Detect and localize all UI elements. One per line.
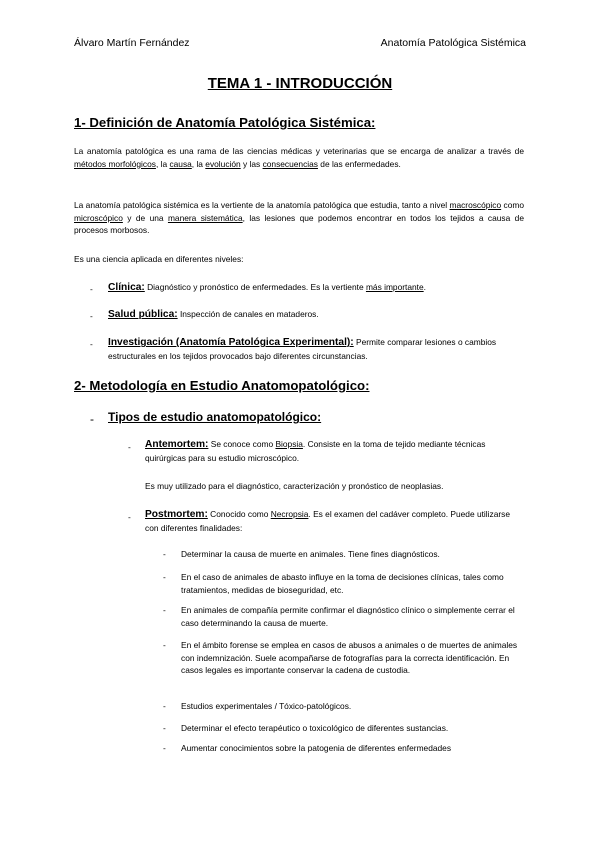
text-run: Conocido como <box>207 509 271 519</box>
bullet-dash: - <box>128 442 131 452</box>
list-item: Determinar la causa de muerte en animales. Tiene fines diagnósticos. <box>181 549 440 559</box>
bullet-dash: - <box>163 640 166 650</box>
underlined-term: más importante <box>365 282 424 292</box>
section2-heading-text: 2- Metodología en Estudio Anatomopatológico: <box>74 378 370 393</box>
list-item-antemortem <box>145 438 525 464</box>
list-item-salud-publica <box>108 308 528 322</box>
list-item: En el ámbito forense se emplea en casos de abusos a animales o de muertes de animales con indemnización. Suele acompañarse de fotografías para la correcta identificación. En casos legales es importante conservar la cadena de custodia. <box>181 640 518 676</box>
bullet-dash: - <box>163 549 166 559</box>
text-run: . <box>423 282 426 292</box>
bullet-dash: - <box>90 311 93 321</box>
text-run: . Consiste en la toma de tejido mediante técnicas quirúrgicas para su estudio microscópico. <box>145 439 486 463</box>
bullet-key: Investigación (Anatomía Patológica Experimental): <box>108 337 354 348</box>
text-run: , las lesiones que podemos encontrar en todos los tejidos a causa de procesos morbosos. <box>74 212 524 236</box>
list-item-clinica <box>108 281 528 295</box>
section2-subheading: Tipos de estudio anatomopatológico: <box>108 410 322 424</box>
list-item-investigacion <box>108 336 528 362</box>
bullet-dash: - <box>163 701 166 711</box>
section1-paragraph-3: Es una ciencia aplicada en diferentes niveles: <box>74 254 244 264</box>
text-run: Se conoce como <box>208 439 276 449</box>
bullet-dash: - <box>90 339 93 349</box>
underlined-term: macroscópico <box>449 200 502 210</box>
bullet-key: Salud pública: <box>108 309 178 320</box>
text-run: La anatomía patológica es una rama de las ciencias médicas y veterinarias que se encarga de analizar a través de <box>74 146 524 156</box>
bullet-key: Clínica: <box>108 282 145 293</box>
list-item-postmortem <box>145 508 525 534</box>
page-title: TEMA 1 - INTRODUCCIÓN <box>207 75 393 92</box>
bullet-key: Antemortem: <box>145 439 209 450</box>
list-item: En animales de compañía permite confirmar el diagnóstico clínico o simplemente cerrar el caso determinando la causa de muerte. <box>181 605 515 628</box>
list-item: Determinar el efecto terapéutico o toxicológico de diferentes sustancias. <box>181 723 449 733</box>
bullet-dash: - <box>163 723 166 733</box>
text-run: Inspección de canales en mataderos. <box>177 309 319 319</box>
text-run: Permite comparar lesiones o cambios estructurales en los tejidos provocados bajo diferentes circunstancias. <box>108 337 497 361</box>
underlined-term: métodos morfológicos <box>74 158 156 169</box>
underlined-term: manera sistemática <box>167 212 243 223</box>
antemortem-note: Es muy utilizado para el diagnóstico, caracterización y pronóstico de neoplasias. <box>145 481 444 491</box>
underlined-term: Biopsia <box>275 439 303 449</box>
underlined-term: Necropsia <box>270 509 309 519</box>
text-run: como <box>501 200 524 210</box>
header-author: Álvaro Martín Fernández <box>74 37 190 49</box>
bullet-dash: - <box>90 284 93 294</box>
bullet-key: Postmortem: <box>145 509 208 520</box>
bullet-dash: - <box>163 605 166 615</box>
section1-paragraph-1 <box>74 145 524 170</box>
text-run: y las <box>240 158 263 169</box>
text-run: . Es el examen del cadáver completo. Puede utilizarse con diferentes finalidades: <box>145 509 510 533</box>
bullet-dash: - <box>128 512 131 522</box>
list-item: Aumentar conocimientos sobre la patogenia de diferentes enfermedades <box>181 743 452 753</box>
text-run: La anatomía patológica sistémica es la vertiente de la anatomía patológica que estudia, tanto a nivel <box>74 200 450 210</box>
text-run: , la <box>191 158 206 169</box>
underlined-term: microscópico <box>74 212 123 223</box>
section2-heading <box>74 378 369 393</box>
underlined-term: causa <box>169 158 192 169</box>
underlined-term: consecuencias <box>262 158 318 169</box>
text-run: , la <box>155 158 170 169</box>
section1-heading <box>74 115 375 130</box>
section1-heading-text: 1- Definición de Anatomía Patológica Sistémica: <box>74 115 376 130</box>
list-item: En el caso de animales de abasto influye en la toma de decisiones clínicas, tales como tratamientos, medidas de bioseguridad, etc. <box>181 572 504 595</box>
header-subject: Anatomía Patológica Sistémica <box>380 37 526 49</box>
bullet-dash: - <box>163 572 166 582</box>
text-run: Diagnóstico y pronóstico de enfermedades. Es la vertiente <box>144 282 366 292</box>
bullet-dash: - <box>163 743 166 753</box>
section1-paragraph-2 <box>74 199 524 237</box>
text-run: y de una <box>122 212 168 223</box>
bullet-dash: - <box>90 412 94 426</box>
list-item: Estudios experimentales / Tóxico-patológicos. <box>181 701 352 711</box>
underlined-term: evolución <box>205 158 241 169</box>
text-run: de las enfermedades. <box>317 158 401 169</box>
